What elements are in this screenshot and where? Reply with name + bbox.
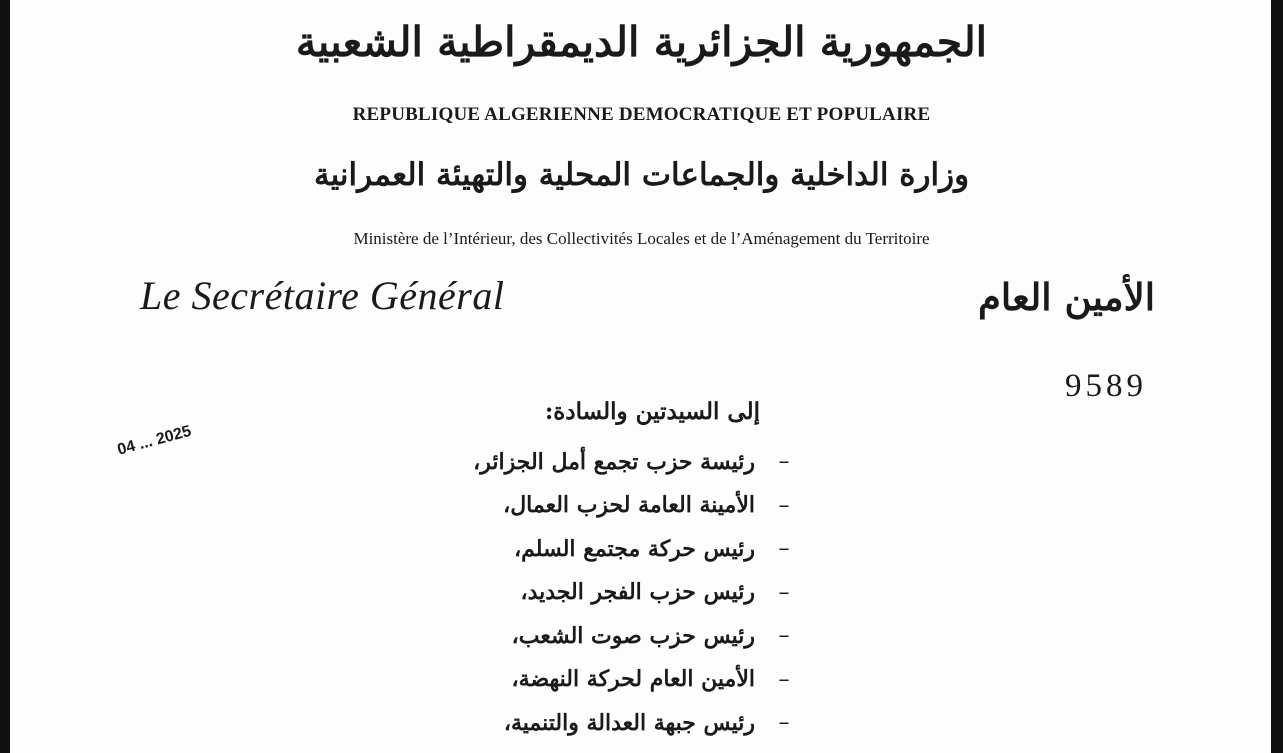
french-ministry-name: Ministère de l’Intérieur, des Collectivités Locales et de l’Aménagement du Territoire xyxy=(353,229,930,248)
recipient-text: رئيس جبهة العدالة والتنمية، xyxy=(503,709,755,736)
list-dash: – xyxy=(778,710,790,736)
recipient-text: الأمينة العامة لحزب العمال، xyxy=(503,492,755,519)
list-dash: – xyxy=(778,536,790,562)
arabic-ministry-name: وزارة الداخلية والجماعات المحلية والتهيئة العمرانية xyxy=(313,157,970,193)
recipient-item xyxy=(400,527,795,571)
secretary-general-arabic: الأمين العام xyxy=(978,275,1155,319)
list-dash: – xyxy=(778,623,790,649)
reference-number: 9589 xyxy=(1065,368,1147,404)
recipient-text: رئيسة حزب تجمع أمل الجزائر، xyxy=(473,448,755,475)
list-dash: – xyxy=(778,492,790,518)
recipient-text: رئيس حزب الفجر الجديد، xyxy=(520,579,755,606)
recipient-item xyxy=(400,571,795,615)
list-dash: – xyxy=(778,449,790,475)
recipient-list xyxy=(400,440,795,745)
arabic-republic-title: الجمهورية الجزائرية الديمقراطية الشعبية xyxy=(295,18,988,66)
recipient-item xyxy=(400,658,795,702)
recipient-text: الأمين العام لحركة النهضة، xyxy=(511,666,755,693)
recipient-text: رئيس حركة مجتمع السلم، xyxy=(514,535,755,562)
recipient-item xyxy=(400,614,795,658)
recipient-item xyxy=(400,440,795,484)
date-stamp: 04 ... 2025 xyxy=(115,422,194,459)
secretary-general-french: Le Secrétaire Général xyxy=(140,273,505,318)
french-republic-title: REPUBLIQUE ALGERIENNE DEMOCRATIQUE ET POPULAIRE xyxy=(352,104,931,125)
salutation: إلى السيدتين والسادة: xyxy=(544,398,760,425)
recipient-item xyxy=(400,484,795,528)
recipient-item xyxy=(400,701,795,745)
list-dash: – xyxy=(778,666,790,692)
recipient-text: رئيس حزب صوت الشعب، xyxy=(511,622,755,649)
list-dash: – xyxy=(778,579,790,605)
